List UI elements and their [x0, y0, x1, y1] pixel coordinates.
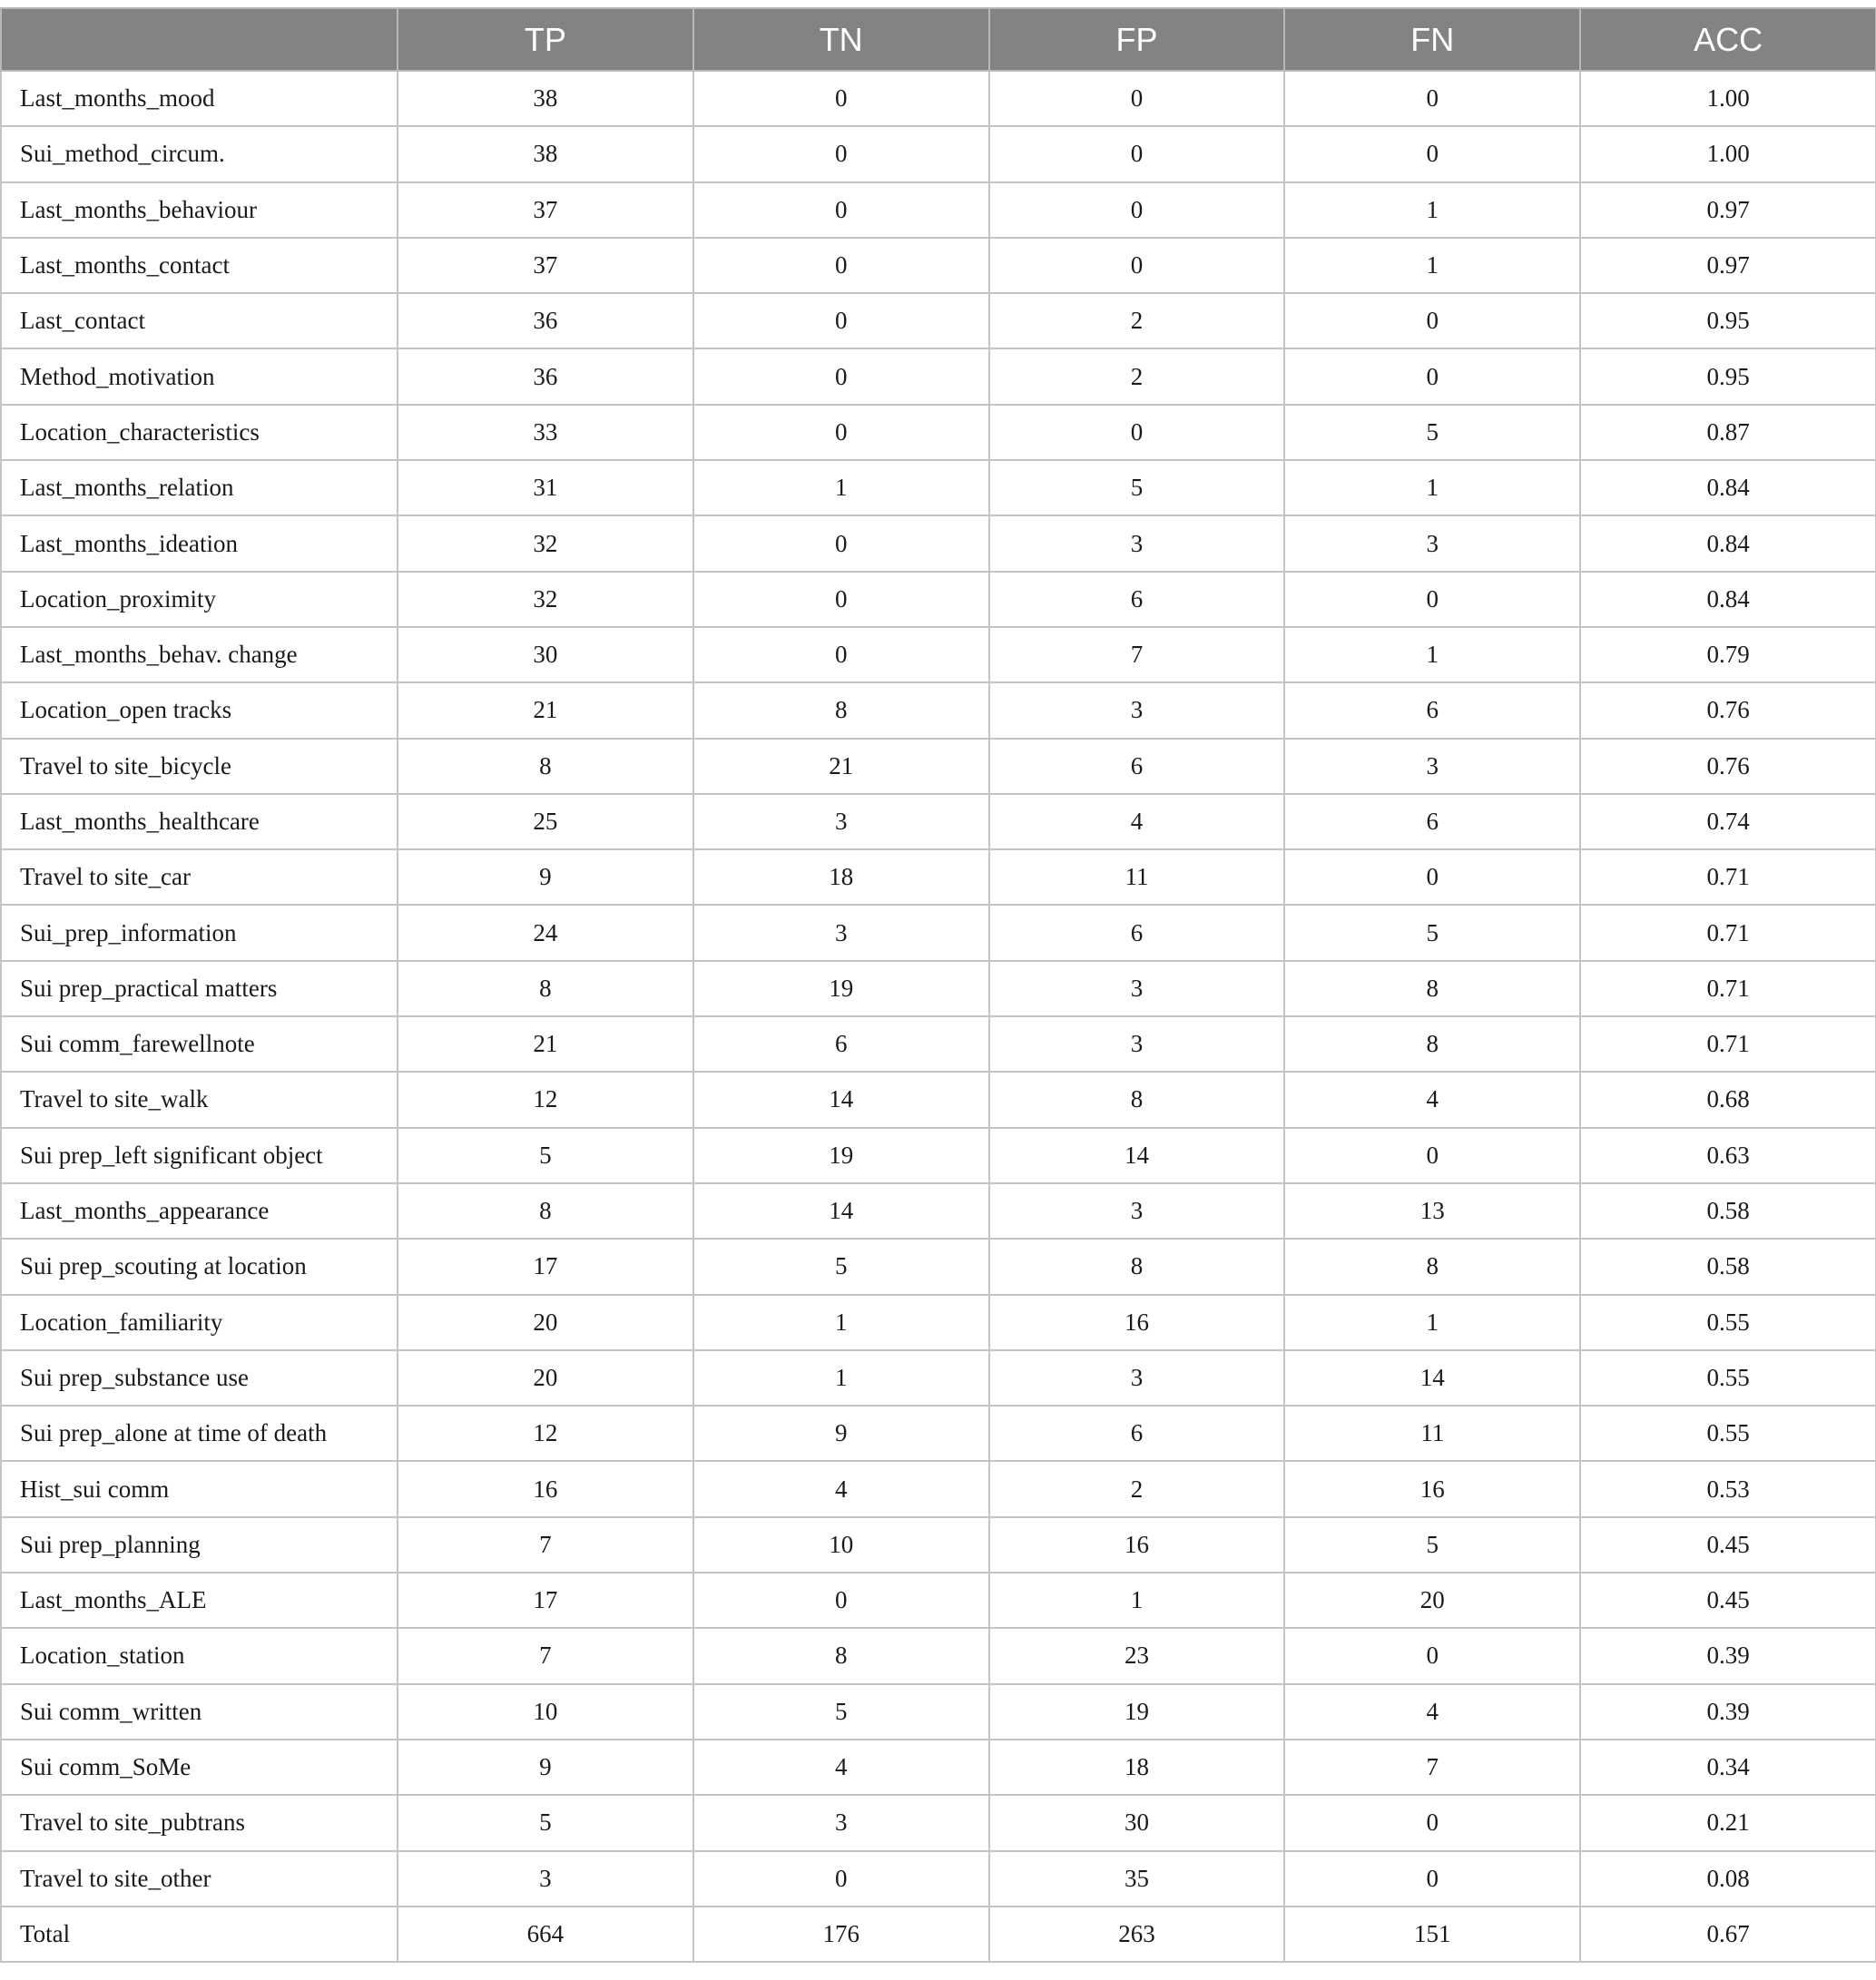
cell-label: Last_months_mood [1, 71, 398, 126]
cell-acc: 0.74 [1580, 794, 1876, 849]
cell-tn: 18 [693, 849, 989, 905]
cell-fp: 263 [989, 1906, 1285, 1962]
table-row [1, 293, 1876, 348]
cell-acc: 0.71 [1580, 849, 1876, 905]
cell-fp: 2 [989, 293, 1285, 348]
table-row [1, 1795, 1876, 1850]
cell-fn: 5 [1284, 405, 1580, 460]
cell-fn: 4 [1284, 1072, 1580, 1127]
cell-label: Travel to site_other [1, 1851, 398, 1906]
cell-label: Last_months_ideation [1, 515, 398, 571]
cell-acc: 0.21 [1580, 1795, 1876, 1850]
cell-acc: 0.45 [1580, 1517, 1876, 1573]
cell-acc: 0.76 [1580, 682, 1876, 738]
cell-tn: 1 [693, 460, 989, 515]
cell-fn: 11 [1284, 1406, 1580, 1461]
cell-tp: 38 [398, 71, 693, 126]
cell-label: Hist_sui comm [1, 1461, 398, 1516]
cell-label: Sui prep_substance use [1, 1350, 398, 1406]
header-cell-acc: ACC [1580, 8, 1876, 71]
cell-fp: 14 [989, 1128, 1285, 1183]
cell-tp: 8 [398, 739, 693, 794]
cell-tn: 4 [693, 1740, 989, 1795]
cell-label: Sui comm_SoMe [1, 1740, 398, 1795]
cell-tn: 1 [693, 1295, 989, 1350]
cell-label: Location_proximity [1, 572, 398, 627]
cell-fn: 3 [1284, 515, 1580, 571]
cell-fp: 3 [989, 1183, 1285, 1239]
table-row [1, 1461, 1876, 1516]
cell-tn: 21 [693, 739, 989, 794]
cell-acc: 0.58 [1580, 1239, 1876, 1294]
table-row [1, 627, 1876, 682]
table-row [1, 905, 1876, 960]
cell-acc: 0.97 [1580, 182, 1876, 238]
cell-acc: 0.55 [1580, 1295, 1876, 1350]
cell-tp: 32 [398, 515, 693, 571]
cell-tp: 9 [398, 1740, 693, 1795]
cell-fn: 1 [1284, 238, 1580, 293]
table-row [1, 238, 1876, 293]
cell-acc: 0.53 [1580, 1461, 1876, 1516]
cell-tp: 5 [398, 1128, 693, 1183]
cell-tp: 20 [398, 1350, 693, 1406]
cell-fn: 16 [1284, 1461, 1580, 1516]
cell-fp: 2 [989, 348, 1285, 404]
cell-fp: 0 [989, 238, 1285, 293]
table-row [1, 126, 1876, 181]
cell-fn: 0 [1284, 572, 1580, 627]
table-row [1, 1740, 1876, 1795]
cell-acc: 0.95 [1580, 293, 1876, 348]
cell-tn: 0 [693, 405, 989, 460]
cell-acc: 0.79 [1580, 627, 1876, 682]
cell-fn: 8 [1284, 1016, 1580, 1072]
cell-label: Travel to site_car [1, 849, 398, 905]
table-row [1, 1183, 1876, 1239]
cell-tn: 14 [693, 1072, 989, 1127]
cell-acc: 0.87 [1580, 405, 1876, 460]
cell-fp: 5 [989, 460, 1285, 515]
cell-tp: 17 [398, 1239, 693, 1294]
table-row [1, 1016, 1876, 1072]
table-header-row [1, 8, 1876, 71]
cell-tp: 25 [398, 794, 693, 849]
cell-acc: 0.55 [1580, 1350, 1876, 1406]
cell-fn: 3 [1284, 739, 1580, 794]
cell-tp: 8 [398, 1183, 693, 1239]
cell-label: Location_characteristics [1, 405, 398, 460]
cell-tp: 21 [398, 682, 693, 738]
table-row [1, 1628, 1876, 1683]
cell-tn: 8 [693, 682, 989, 738]
cell-tp: 31 [398, 460, 693, 515]
cell-fp: 3 [989, 961, 1285, 1016]
cell-fp: 7 [989, 627, 1285, 682]
table-row [1, 1295, 1876, 1350]
cell-acc: 1.00 [1580, 126, 1876, 181]
cell-fn: 6 [1284, 682, 1580, 738]
cell-tn: 0 [693, 1573, 989, 1628]
cell-tp: 37 [398, 238, 693, 293]
cell-fp: 30 [989, 1795, 1285, 1850]
cell-acc: 1.00 [1580, 71, 1876, 126]
cell-tp: 16 [398, 1461, 693, 1516]
cell-tn: 8 [693, 1628, 989, 1683]
table-row [1, 1851, 1876, 1906]
cell-label: Method_motivation [1, 348, 398, 404]
cell-fn: 8 [1284, 1239, 1580, 1294]
cell-label: Total [1, 1906, 398, 1962]
cell-fn: 8 [1284, 961, 1580, 1016]
cell-fp: 19 [989, 1684, 1285, 1740]
cell-acc: 0.67 [1580, 1906, 1876, 1962]
cell-fp: 6 [989, 1406, 1285, 1461]
cell-label: Last_months_behaviour [1, 182, 398, 238]
cell-fn: 1 [1284, 627, 1580, 682]
cell-tn: 0 [693, 71, 989, 126]
cell-fp: 6 [989, 739, 1285, 794]
table-row [1, 1350, 1876, 1406]
cell-fp: 0 [989, 405, 1285, 460]
table-row [1, 515, 1876, 571]
cell-label: Sui_prep_information [1, 905, 398, 960]
cell-fn: 4 [1284, 1684, 1580, 1740]
table-row [1, 961, 1876, 1016]
cell-fp: 16 [989, 1517, 1285, 1573]
cell-acc: 0.71 [1580, 905, 1876, 960]
cell-tn: 14 [693, 1183, 989, 1239]
cell-tn: 0 [693, 238, 989, 293]
cell-tn: 1 [693, 1350, 989, 1406]
cell-tn: 4 [693, 1461, 989, 1516]
table-body [1, 71, 1876, 1962]
cell-fp: 11 [989, 849, 1285, 905]
cell-tp: 24 [398, 905, 693, 960]
cell-tp: 32 [398, 572, 693, 627]
cell-label: Location_station [1, 1628, 398, 1683]
table-row [1, 572, 1876, 627]
table-row [1, 71, 1876, 126]
cell-tp: 37 [398, 182, 693, 238]
table-row [1, 849, 1876, 905]
cell-label: Last_contact [1, 293, 398, 348]
cell-acc: 0.58 [1580, 1183, 1876, 1239]
table-row [1, 348, 1876, 404]
cell-acc: 0.08 [1580, 1851, 1876, 1906]
cell-tp: 664 [398, 1906, 693, 1962]
cell-fn: 7 [1284, 1740, 1580, 1795]
cell-fn: 151 [1284, 1906, 1580, 1962]
cell-fp: 0 [989, 71, 1285, 126]
header-cell-fn: FN [1284, 8, 1580, 71]
cell-tp: 3 [398, 1851, 693, 1906]
cell-fp: 6 [989, 905, 1285, 960]
table-row [1, 1128, 1876, 1183]
cell-tp: 20 [398, 1295, 693, 1350]
cell-fn: 5 [1284, 905, 1580, 960]
cell-tn: 5 [693, 1684, 989, 1740]
cell-fp: 8 [989, 1072, 1285, 1127]
cell-label: Location_open tracks [1, 682, 398, 738]
cell-fp: 8 [989, 1239, 1285, 1294]
cell-tp: 36 [398, 293, 693, 348]
cell-tp: 17 [398, 1573, 693, 1628]
cell-label: Travel to site_bicycle [1, 739, 398, 794]
results-table [0, 7, 1876, 1963]
cell-acc: 0.45 [1580, 1573, 1876, 1628]
cell-tp: 10 [398, 1684, 693, 1740]
cell-acc: 0.84 [1580, 515, 1876, 571]
cell-fn: 5 [1284, 1517, 1580, 1573]
cell-tn: 176 [693, 1906, 989, 1962]
cell-fp: 35 [989, 1851, 1285, 1906]
cell-tp: 5 [398, 1795, 693, 1850]
cell-tp: 36 [398, 348, 693, 404]
cell-tn: 0 [693, 1851, 989, 1906]
table-row [1, 1573, 1876, 1628]
cell-fn: 0 [1284, 348, 1580, 404]
table-row [1, 405, 1876, 460]
cell-label: Last_months_relation [1, 460, 398, 515]
cell-fn: 1 [1284, 1295, 1580, 1350]
cell-acc: 0.34 [1580, 1740, 1876, 1795]
cell-fn: 0 [1284, 293, 1580, 348]
cell-tp: 8 [398, 961, 693, 1016]
cell-tn: 0 [693, 572, 989, 627]
table-row [1, 1684, 1876, 1740]
cell-tp: 30 [398, 627, 693, 682]
cell-label: Last_months_ALE [1, 1573, 398, 1628]
header-cell-fp: FP [989, 8, 1285, 71]
table-row [1, 682, 1876, 738]
cell-tn: 9 [693, 1406, 989, 1461]
cell-label: Sui prep_scouting at location [1, 1239, 398, 1294]
cell-label: Sui comm_written [1, 1684, 398, 1740]
cell-fn: 20 [1284, 1573, 1580, 1628]
cell-acc: 0.63 [1580, 1128, 1876, 1183]
cell-label: Last_months_behav. change [1, 627, 398, 682]
cell-acc: 0.68 [1580, 1072, 1876, 1127]
cell-tp: 7 [398, 1517, 693, 1573]
cell-fn: 1 [1284, 460, 1580, 515]
cell-acc: 0.71 [1580, 1016, 1876, 1072]
table-row [1, 1517, 1876, 1573]
cell-label: Last_months_contact [1, 238, 398, 293]
cell-fn: 0 [1284, 1795, 1580, 1850]
cell-tn: 0 [693, 348, 989, 404]
cell-acc: 0.39 [1580, 1684, 1876, 1740]
cell-acc: 0.71 [1580, 961, 1876, 1016]
header-cell-tn: TN [693, 8, 989, 71]
cell-fn: 0 [1284, 126, 1580, 181]
table-row [1, 794, 1876, 849]
cell-label: Travel to site_walk [1, 1072, 398, 1127]
cell-label: Last_months_appearance [1, 1183, 398, 1239]
cell-label: Travel to site_pubtrans [1, 1795, 398, 1850]
cell-acc: 0.97 [1580, 238, 1876, 293]
table-row [1, 739, 1876, 794]
cell-fp: 3 [989, 515, 1285, 571]
cell-tn: 0 [693, 293, 989, 348]
cell-tn: 3 [693, 794, 989, 849]
cell-tn: 19 [693, 961, 989, 1016]
cell-fp: 3 [989, 682, 1285, 738]
cell-tn: 0 [693, 627, 989, 682]
table-row [1, 1072, 1876, 1127]
cell-fp: 16 [989, 1295, 1285, 1350]
cell-fp: 2 [989, 1461, 1285, 1516]
header-cell-tp: TP [398, 8, 693, 71]
cell-fn: 1 [1284, 182, 1580, 238]
results-table-container [0, 7, 1875, 1963]
cell-tn: 0 [693, 126, 989, 181]
cell-tn: 0 [693, 182, 989, 238]
table-total-row [1, 1906, 1876, 1962]
header-cell-label [1, 8, 398, 71]
cell-fp: 4 [989, 794, 1285, 849]
cell-tp: 9 [398, 849, 693, 905]
cell-fn: 0 [1284, 1851, 1580, 1906]
table-row [1, 1239, 1876, 1294]
cell-tn: 3 [693, 1795, 989, 1850]
cell-label: Last_months_healthcare [1, 794, 398, 849]
cell-acc: 0.76 [1580, 739, 1876, 794]
cell-fn: 0 [1284, 71, 1580, 126]
cell-fp: 3 [989, 1016, 1285, 1072]
cell-tn: 19 [693, 1128, 989, 1183]
cell-fp: 18 [989, 1740, 1285, 1795]
cell-acc: 0.84 [1580, 572, 1876, 627]
cell-acc: 0.95 [1580, 348, 1876, 404]
cell-tp: 7 [398, 1628, 693, 1683]
cell-fn: 0 [1284, 849, 1580, 905]
cell-fp: 0 [989, 126, 1285, 181]
cell-label: Sui comm_farewellnote [1, 1016, 398, 1072]
cell-label: Sui prep_practical matters [1, 961, 398, 1016]
cell-fp: 3 [989, 1350, 1285, 1406]
cell-tn: 3 [693, 905, 989, 960]
cell-tp: 38 [398, 126, 693, 181]
table-row [1, 1406, 1876, 1461]
cell-tn: 0 [693, 515, 989, 571]
cell-fp: 0 [989, 182, 1285, 238]
cell-label: Sui prep_left significant object [1, 1128, 398, 1183]
cell-tp: 12 [398, 1406, 693, 1461]
cell-tn: 6 [693, 1016, 989, 1072]
cell-fp: 23 [989, 1628, 1285, 1683]
cell-fn: 13 [1284, 1183, 1580, 1239]
cell-label: Sui prep_planning [1, 1517, 398, 1573]
cell-acc: 0.84 [1580, 460, 1876, 515]
cell-fn: 6 [1284, 794, 1580, 849]
table-row [1, 460, 1876, 515]
cell-tp: 12 [398, 1072, 693, 1127]
cell-fp: 1 [989, 1573, 1285, 1628]
cell-label: Sui prep_alone at time of death [1, 1406, 398, 1461]
cell-tp: 21 [398, 1016, 693, 1072]
cell-acc: 0.39 [1580, 1628, 1876, 1683]
cell-acc: 0.55 [1580, 1406, 1876, 1461]
cell-fn: 0 [1284, 1628, 1580, 1683]
table-row [1, 182, 1876, 238]
cell-tp: 33 [398, 405, 693, 460]
cell-fn: 0 [1284, 1128, 1580, 1183]
cell-fn: 14 [1284, 1350, 1580, 1406]
cell-label: Sui_method_circum. [1, 126, 398, 181]
cell-tn: 10 [693, 1517, 989, 1573]
cell-fp: 6 [989, 572, 1285, 627]
cell-tn: 5 [693, 1239, 989, 1294]
cell-label: Location_familiarity [1, 1295, 398, 1350]
